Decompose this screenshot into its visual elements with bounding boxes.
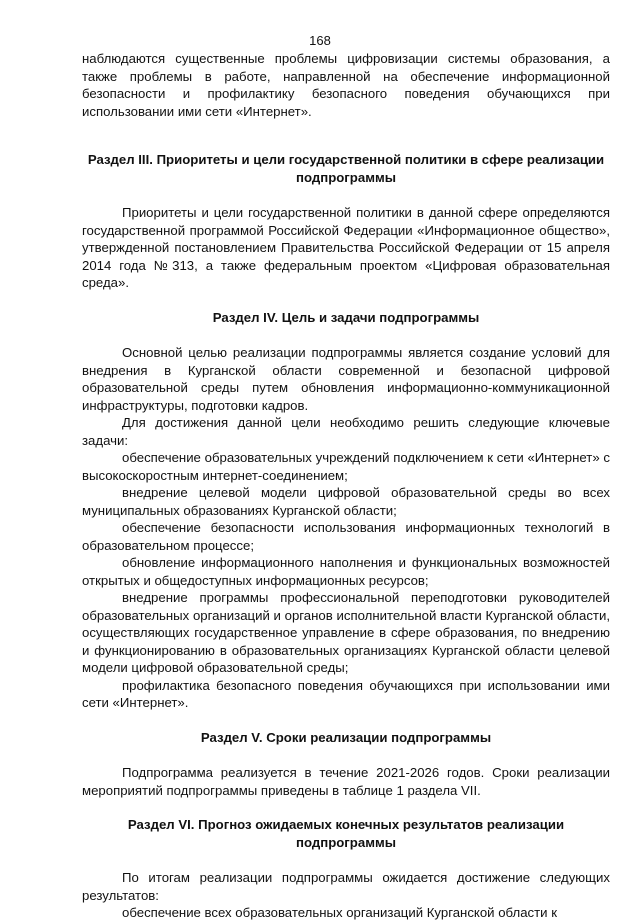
section-3-paragraph: Приоритеты и цели государственной политики в данной сфере определяются государственной программой Российской Федерации «Информационное общество», утвержденной постановлением Правительства Российской Федерации от 15 апреля 2014 года №313, а также федеральным проектом «Цифровая образовательная среда». xyxy=(82,205,610,290)
section-4-heading: Раздел IV. Цель и задачи подпрограммы xyxy=(212,309,480,325)
section-6-paragraph: обеспечение всех образовательных организаций Курганской области к xyxy=(122,905,557,920)
task-list-item: внедрение целевой модели цифровой образовательной среды во всех муниципальных образованиях Курганской области; xyxy=(82,485,610,518)
page-number: 168 xyxy=(309,33,331,48)
task-list-item: профилактика безопасного поведения обучающихся при использовании ими сети «Интернет». xyxy=(82,677,610,710)
section-6-paragraph: По итогам реализации подпрограммы ожидается достижение следующих результатов: xyxy=(82,870,610,903)
section-4-paragraph: Для достижения данной цели необходимо решить следующие ключевые задачи: xyxy=(82,415,610,448)
task-list-item: обновление информационного наполнения и функциональных возможностей открытых и общедоступных информационных ресурсов; xyxy=(82,555,610,588)
task-list-item: обеспечение безопасности использования информационных технологий в образовательном процессе; xyxy=(82,520,610,553)
document-body xyxy=(82,50,610,922)
section-3-heading: Раздел III. Приоритеты и цели государственной политики в сфере реализации подпрограммы xyxy=(87,152,605,185)
section-6-heading: Раздел VI. Прогноз ожидаемых конечных результатов реализации подпрограммы xyxy=(127,817,565,850)
section-4-paragraph: Основной целью реализации подпрограммы является создание условий для внедрения в Курганской области современной и безопасной цифровой образовательной среды путем обновления информационно-коммуникационной инфраструктуры, подготовки кадров. xyxy=(82,345,610,413)
section-5-paragraph: Подпрограмма реализуется в течение 2021-2026 годов. Сроки реализации мероприятий подпрограммы приведены в таблице 1 раздела VII. xyxy=(82,765,610,798)
task-list-item: обеспечение образовательных учреждений подключением к сети «Интернет» с высокоскоростным интернет-соединением; xyxy=(82,450,610,483)
task-list-item: внедрение программы профессиональной переподготовки руководителей образовательных организаций и органов исполнительной власти Курганской области, осуществляющих государственное управление в сфере образования, по внедрению и функционированию в образовательных организациях Курганской области целевой модели цифровой образовательной среды; xyxy=(82,590,610,675)
intro-paragraph: наблюдаются существенные проблемы цифровизации системы образования, а также проблемы в работе, направленной на обеспечение информационной безопасности и профилактику безопасного поведения обучающихся при использовании ими сети «Интернет». xyxy=(82,51,610,119)
section-5-heading: Раздел V. Сроки реализации подпрограммы xyxy=(200,729,492,745)
